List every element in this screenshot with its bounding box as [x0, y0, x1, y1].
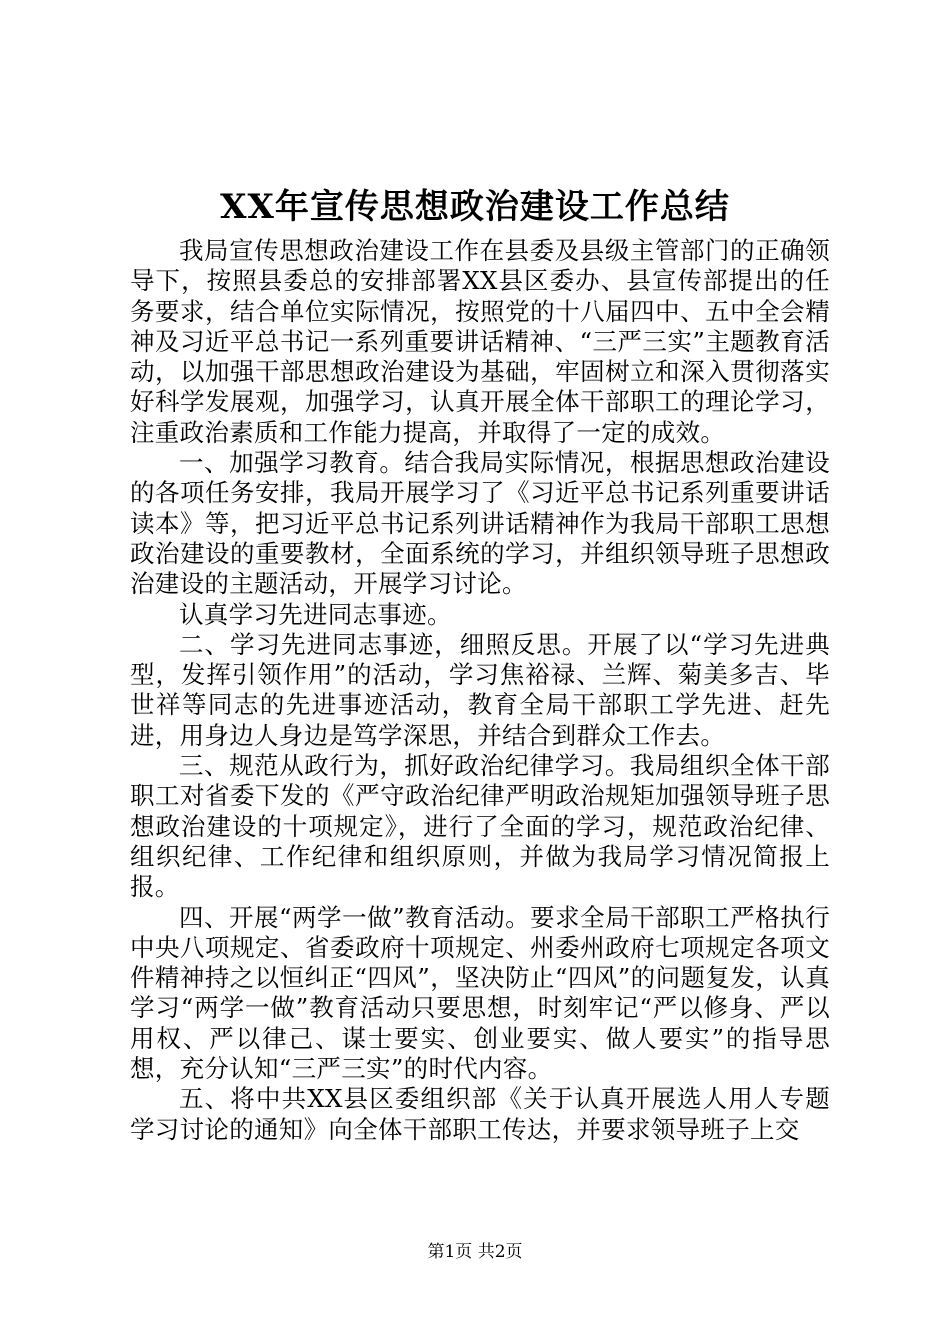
paragraph-intro: 我局宣传思想政治建设工作在县委及县级主管部门的正确领导下，按照县委总的安排部署XX县区委办、县宣传部提出的任务要求，结合单位实际情况，按照党的十八届四中、五中全会精神及习近平总书记一系列重要讲话精神、“三严三实”主题教育活动，以加强干部思想政治建设为基础，牢固树立和深入贯彻落实好科学发展观，加强学习，认真开展全体干部职工的理论学习，注重政治素质和工作能力提高，并取得了一定的成效。 — [130, 236, 830, 447]
paragraph-section-4: 四、开展“两学一做”教育活动。要求全局干部职工严格执行中央八项规定、省委政府十项规定、州委州政府七项规定各项文件精神持之以恒纠正“四风”，坚决防止“四风”的问题复发，认真学习“两学一做”教育活动只要思想，时刻牢记“严以修身、严以用权、严以律己、谋士要实、创业要实、做人要实”的指导思想，充分认知“三严三实”的时代内容。 — [130, 902, 830, 1084]
document-title: XX年宣传思想政治建设工作总结 — [220, 187, 730, 227]
paragraph-section-1-note: 认真学习先进同志事迹。 — [179, 599, 452, 629]
paragraph-section-5: 五、将中共XX县区委组织部《关于认真开展选人用人专题学习讨论的通知》向全体干部职工传达，并要求领导班子上交 — [130, 1084, 830, 1144]
paragraph-section-2: 二、学习先进同志事迹，细照反思。开展了以“学习先进典型，发挥引领作用”的活动，学习焦裕禄、兰辉、菊美多吉、毕世祥等同志的先进事迹活动，教育全局干部职工学先进、赶先进，用身边人身边是笃学深思，并结合到群众工作去。 — [130, 629, 830, 750]
page-number-footer: 第1页 共2页 — [427, 1242, 523, 1262]
paragraph-section-3: 三、规范从政行为，抓好政治纪律学习。我局组织全体干部职工对省委下发的《严守政治纪律严明政治规矩加强领导班子思想政治建设的十项规定》，进行了全面的学习，规范政治纪律、组织纪律、工作纪律和组织原则，并做为我局学习情况简报上报。 — [130, 751, 830, 902]
document-body — [130, 236, 830, 1145]
paragraph-section-1: 一、加强学习教育。结合我局实际情况，根据思想政治建设的各项任务安排，我局开展学习了《习近平总书记系列重要讲话读本》等，把习近平总书记系列讲话精神作为我局干部职工思想政治建设的重要教材，全面系统的学习，并组织领导班子思想政治建设的主题活动，开展学习讨论。 — [130, 448, 830, 599]
